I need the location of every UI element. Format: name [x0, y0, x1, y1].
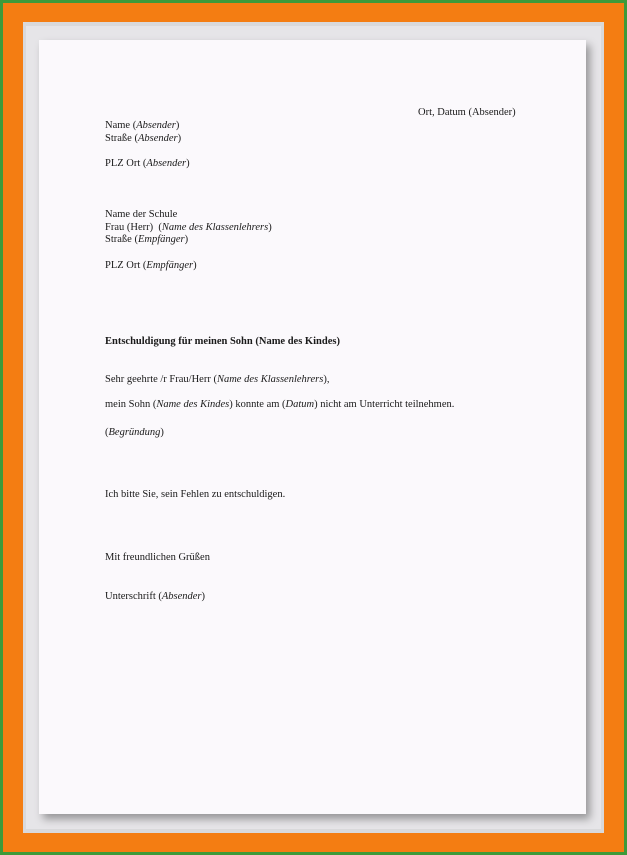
recipient-street: Straße (Empfänger) [105, 234, 189, 245]
letter-request: Ich bitte Sie, sein Fehlen zu entschuldigen. [105, 489, 286, 500]
recipient-city: PLZ Ort (Empfänger) [105, 260, 197, 271]
letter-signature: Unterschrift (Absender) [105, 591, 206, 602]
letter-closing: Mit freundlichen Grüßen [105, 552, 210, 563]
sender-name: Name (Absender) [105, 120, 180, 131]
letter-greeting: Sehr geehrte /r Frau/Herr (Name des Klassenlehrers), [105, 374, 330, 385]
letter-subject: Entschuldigung für meinen Sohn (Name des Kindes) [105, 336, 340, 347]
recipient-school: Name der Schule [105, 209, 178, 220]
date-line: Ort, Datum (Absender) [418, 107, 516, 118]
letter-page [39, 40, 586, 814]
letter-body: mein Sohn (Name des Kindes) konnte am (Datum) nicht am Unterricht teilnehmen. [105, 399, 455, 410]
recipient-teacher: Frau (Herr) (Name des Klassenlehrers) [105, 222, 272, 233]
letter-reason: (Begründung) [105, 427, 164, 438]
sender-city: PLZ Ort (Absender) [105, 158, 190, 169]
sender-street: Straße (Absender) [105, 133, 182, 144]
